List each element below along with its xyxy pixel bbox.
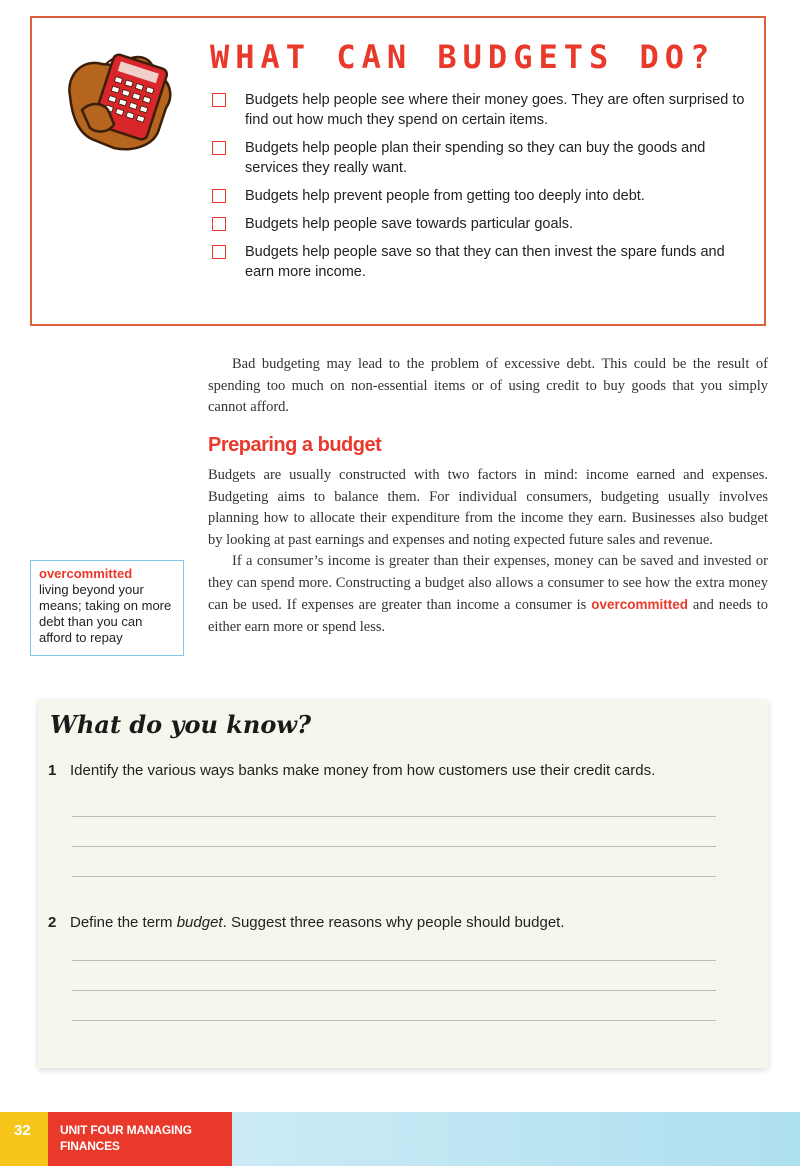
- answer-line[interactable]: [72, 1020, 716, 1021]
- list-item-text: Budgets help prevent people from getting too deeply into debt.: [245, 188, 645, 204]
- question-number: 1: [48, 762, 57, 779]
- answer-line[interactable]: [72, 816, 716, 817]
- question-emphasis: budget: [176, 914, 223, 931]
- glossary-box: [30, 560, 184, 656]
- paragraph: Budgets are usually constructed with two factors in mind: income earned and expenses. Budgeting aims to balance them. For individual consumers, budgeting usually involves planning how to allocate their expenditure from the income they earn. Businesses also budget by looking at past earnings and expenses and noting expected future sales and revenue.: [208, 467, 768, 548]
- paragraph-text: If a consumer’s income is greater than their expenses, money can be saved and invested or they can spend more. Constructing a budget also allows a consumer to see how the extra money can be used. If expenses are greater than income a consumer is: [208, 553, 768, 613]
- budgets-box: [30, 16, 766, 326]
- highlighted-term: overcommitted: [591, 597, 688, 612]
- paragraph-text: and needs to either earn more or spend less.: [208, 597, 768, 635]
- list-item: [210, 186, 750, 206]
- list-item-text: Budgets help people save so that they can then invest the spare funds and earn more income.: [245, 244, 725, 280]
- page-number-block: [0, 1112, 48, 1166]
- question-2: [48, 914, 565, 931]
- questions-panel: [38, 700, 768, 1068]
- answer-line[interactable]: [72, 876, 716, 877]
- paragraph: Bad budgeting may lead to the problem of excessive debt. This could be the result of spending too much on non-essential items or of using credit to buy goods that you simply cannot afford.: [208, 356, 768, 415]
- list-item: [210, 138, 750, 178]
- glossary-definition: living beyond your means; taking on more debt than you can afford to repay: [39, 582, 172, 645]
- budgets-checklist: [210, 90, 750, 290]
- checkbox-icon: [212, 189, 226, 203]
- section-heading: Preparing a budget: [208, 433, 382, 456]
- checkbox-icon: [212, 245, 226, 259]
- list-item: [210, 214, 750, 234]
- list-item-text: Budgets help people plan their spending so they can buy the goods and services they really want.: [245, 140, 706, 176]
- glossary-term: overcommitted: [39, 566, 133, 581]
- unit-label-block: [48, 1112, 232, 1166]
- checkbox-icon: [212, 217, 226, 231]
- question-number: 2: [48, 914, 57, 931]
- checkbox-icon: [212, 93, 226, 107]
- question-text: Identify the various ways banks make money from how customers use their credit cards.: [70, 762, 656, 779]
- list-item-text: Budgets help people save towards particular goals.: [245, 216, 574, 232]
- page-number: 32: [14, 1122, 31, 1139]
- list-item-text: Budgets help people see where their money goes. They are often surprised to find out how much they spend on certain items.: [245, 92, 745, 128]
- question-1: [48, 762, 655, 779]
- calculator-hand-icon: [62, 36, 192, 156]
- box-title: WHAT CAN BUDGETS DO?: [210, 38, 716, 76]
- body-text: [208, 354, 768, 638]
- answer-line[interactable]: [72, 960, 716, 961]
- paragraph: [208, 551, 768, 638]
- checkbox-icon: [212, 141, 226, 155]
- question-text: . Suggest three reasons why people should budget.: [222, 914, 565, 931]
- question-text: Define the term: [70, 914, 177, 931]
- list-item: [210, 242, 750, 282]
- answer-line[interactable]: [72, 846, 716, 847]
- panel-title: What do you know?: [50, 710, 312, 739]
- answer-line[interactable]: [72, 990, 716, 991]
- list-item: [210, 90, 750, 130]
- unit-label: UNIT FOUR MANAGING FINANCES: [60, 1123, 192, 1153]
